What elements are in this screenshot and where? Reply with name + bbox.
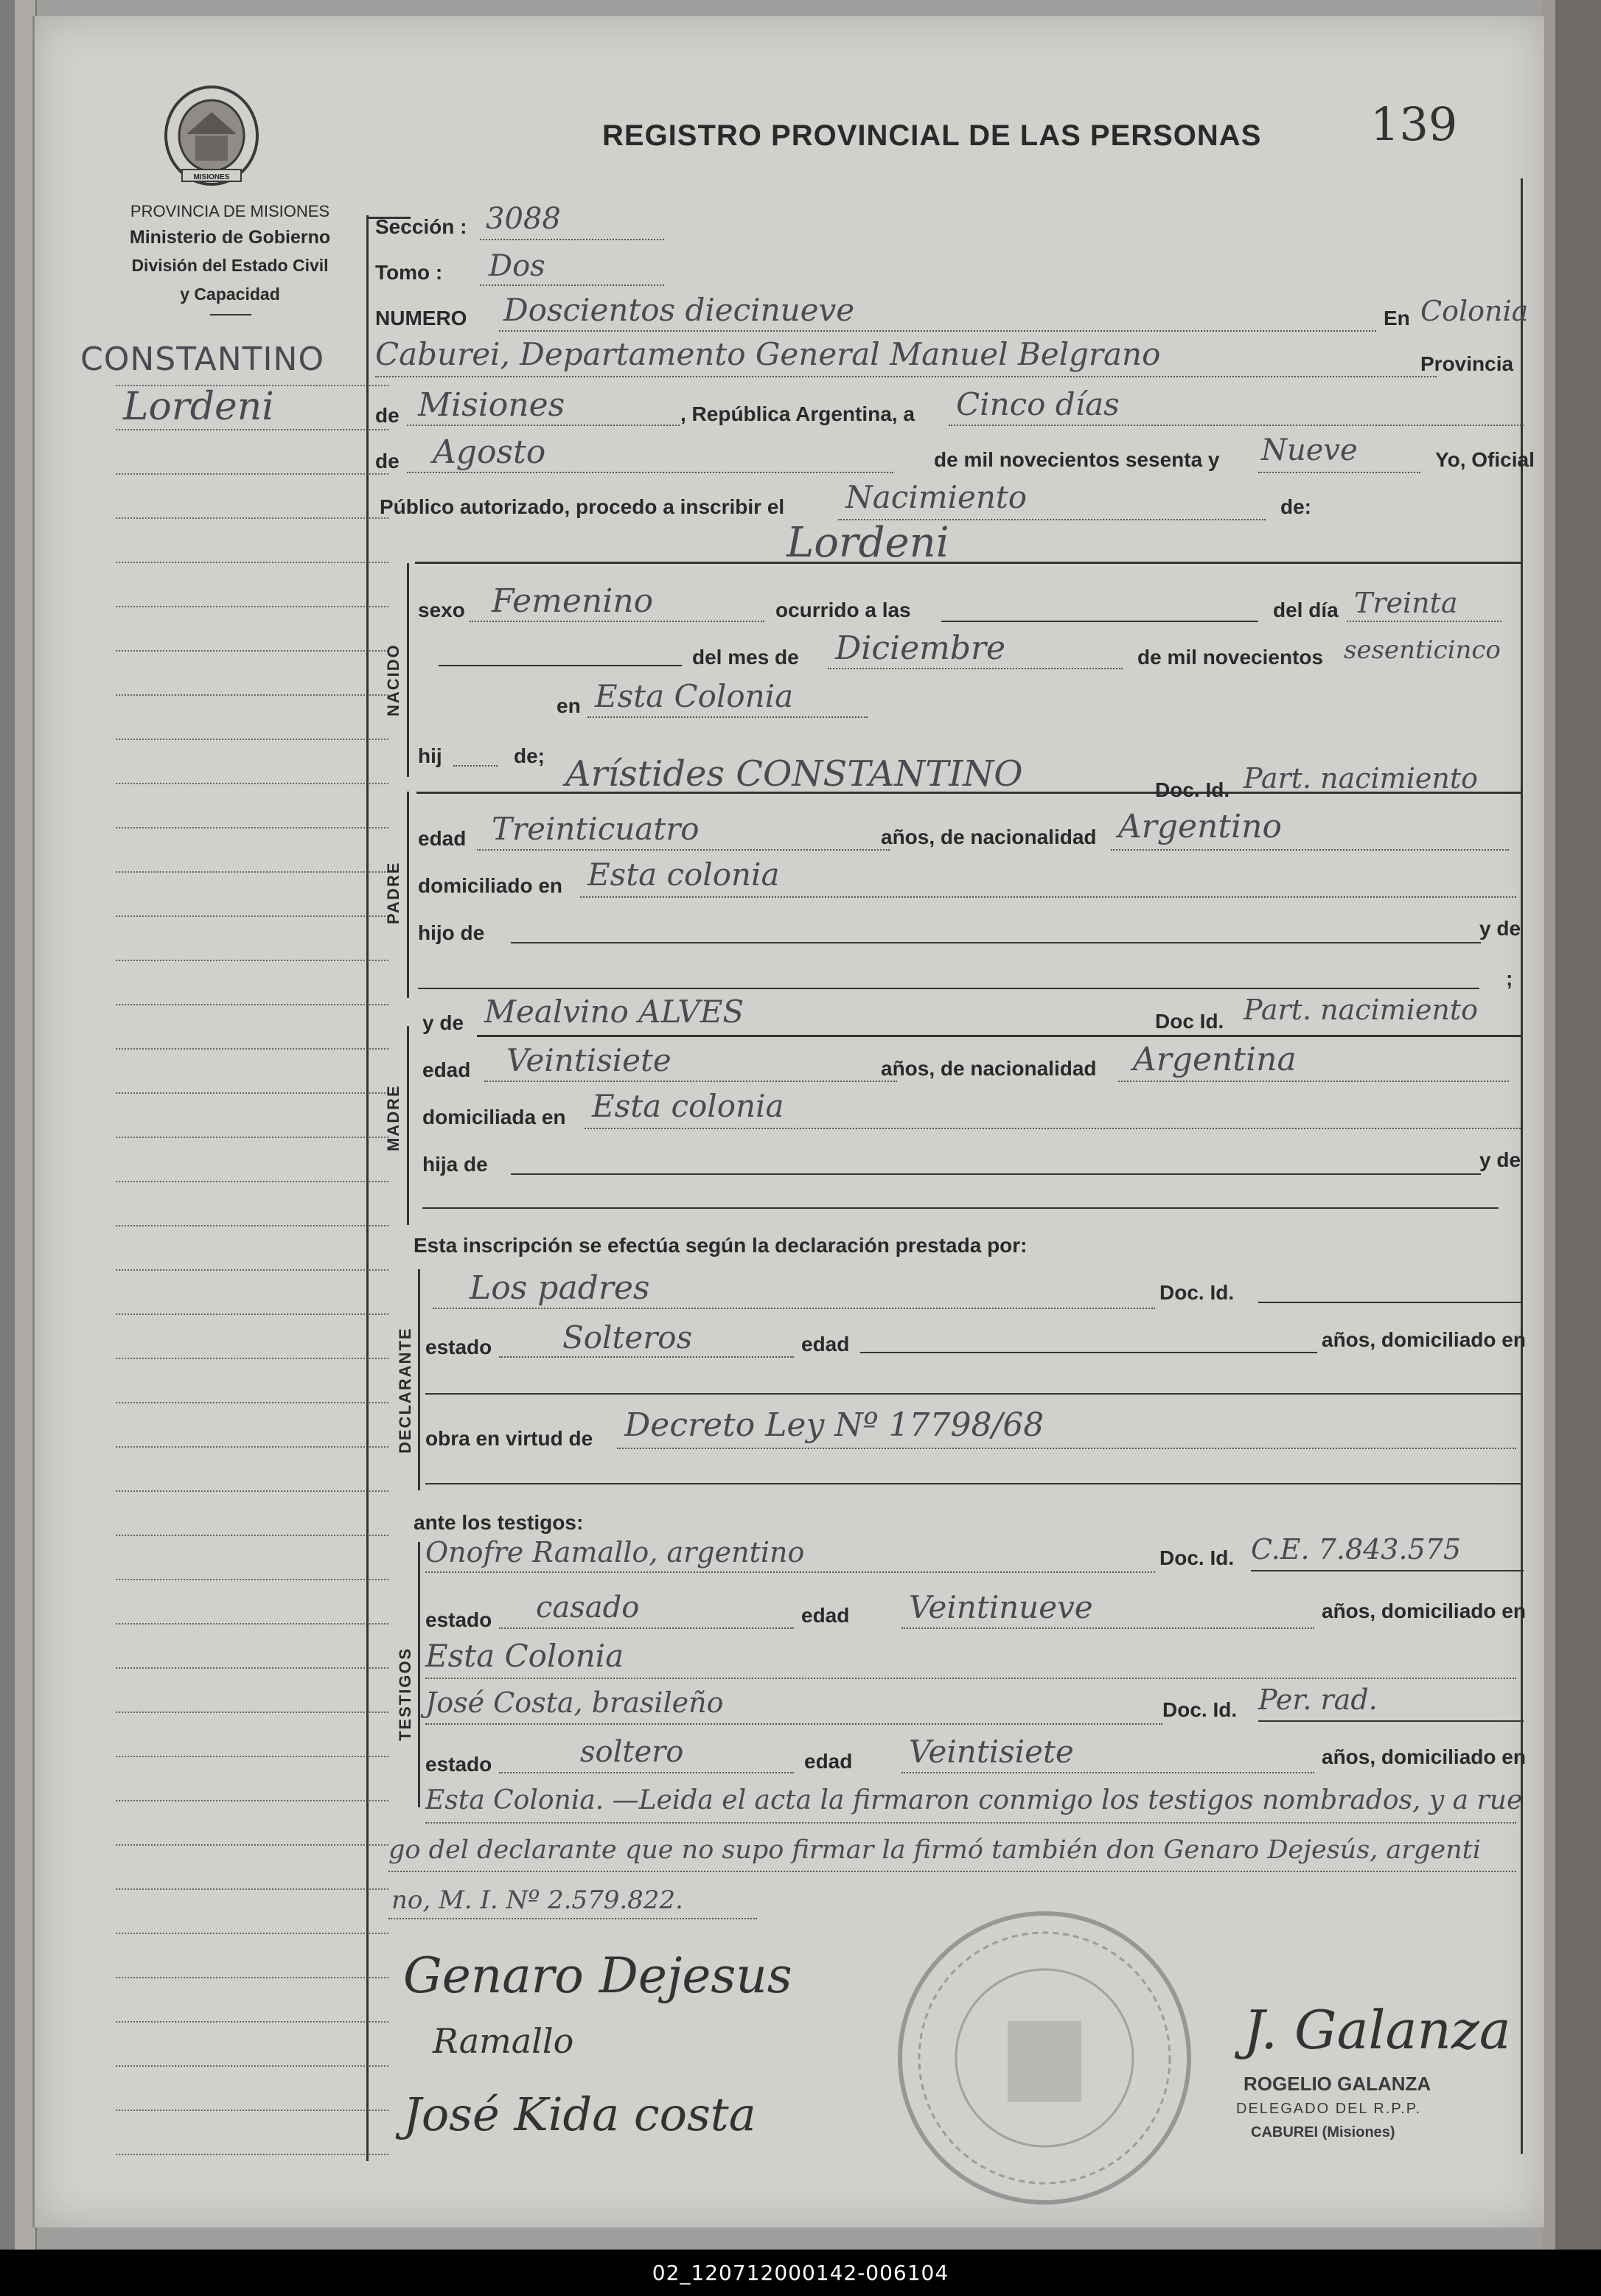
testigo1-estado-label: estado bbox=[425, 1608, 492, 1631]
declarante-estado-value: Solteros bbox=[562, 1319, 693, 1355]
obra-label: obra en virtud de bbox=[425, 1427, 593, 1450]
margin-surname: CONSTANTINO bbox=[80, 341, 325, 378]
madre-dom-value: Esta colonia bbox=[592, 1088, 784, 1124]
testigos-intro: ante los testigos: bbox=[414, 1511, 584, 1534]
republica-label: , República Argentina, a bbox=[680, 402, 915, 425]
padre-edad-value: Treinticuatro bbox=[492, 811, 700, 847]
testigo1-dom-value: Esta Colonia bbox=[425, 1638, 624, 1674]
madre-nombre-value: Mealvino ALVES bbox=[484, 994, 744, 1030]
testigo2-estado-value: soltero bbox=[580, 1735, 684, 1769]
testigo2-estado-label: estado bbox=[425, 1753, 492, 1776]
padre-doc-label: Doc. Id. bbox=[1155, 778, 1230, 801]
provincia-value: Misiones bbox=[418, 386, 565, 424]
anio-value: Nueve bbox=[1261, 433, 1358, 467]
mes-label: del mes de bbox=[692, 646, 799, 669]
en-label: En bbox=[1384, 307, 1410, 329]
madre-dom-label: domiciliada en bbox=[422, 1106, 566, 1128]
ocurrido-label: ocurrido a las bbox=[775, 599, 911, 621]
provincial-seal-icon bbox=[160, 83, 263, 193]
provincia-label: Provincia bbox=[1420, 352, 1514, 375]
closing-line-3: no, M. I. Nº 2.579.822. bbox=[391, 1885, 683, 1915]
nacido-anio-value: sesenticinco bbox=[1344, 635, 1501, 665]
testigo2-dom-label: años, domiciliado en bbox=[1322, 1745, 1526, 1768]
testigo1-doc-value: C.E. 7.843.575 bbox=[1251, 1533, 1462, 1566]
nombre-value: Lordeni bbox=[786, 519, 949, 567]
numero-label: NUMERO bbox=[375, 307, 467, 329]
padre-nac-value: Argentino bbox=[1118, 808, 1282, 845]
padre-nombre-value: Arístides CONSTANTINO bbox=[565, 753, 1023, 795]
madre-edad-value: Veintisiete bbox=[506, 1042, 672, 1078]
page-title: REGISTRO PROVINCIAL DE LAS PERSONAS bbox=[602, 119, 1262, 152]
sexo-label: sexo bbox=[418, 599, 465, 621]
obra-value: Decreto Ley Nº 17798/68 bbox=[624, 1406, 1044, 1444]
padre-nac-label: años, de nacionalidad bbox=[881, 826, 1097, 848]
testigo1-doc-label: Doc. Id. bbox=[1159, 1546, 1235, 1569]
testigo2-edad-label: edad bbox=[804, 1750, 853, 1773]
scan-caption: 02_120712000142-006104 bbox=[0, 2250, 1601, 2296]
officer-name: ROGELIO GALANZA bbox=[1244, 2073, 1431, 2095]
declarante-doc-label: Doc. Id. bbox=[1159, 1281, 1235, 1304]
padre-edad-label: edad bbox=[418, 827, 467, 850]
de-label-2: de bbox=[375, 450, 400, 472]
padre-hijo-label: hijo de bbox=[418, 921, 485, 944]
testigo2-doc-value: Per. rad. bbox=[1258, 1683, 1378, 1716]
publico-label: Público autorizado, procedo a inscribir el bbox=[380, 495, 785, 518]
declarante-nombre-value: Los padres bbox=[470, 1269, 650, 1307]
official-stamp-icon bbox=[890, 1903, 1199, 2213]
office-line-2: Ministerio de Gobierno bbox=[129, 227, 331, 248]
padre-dom-label: domiciliado en bbox=[418, 874, 563, 897]
nacido-anio-label: de mil novecientos bbox=[1137, 646, 1324, 669]
section-madre: MADRE bbox=[384, 1084, 402, 1151]
signature-officer: J. Galanza bbox=[1244, 1999, 1511, 2061]
margin-divider bbox=[366, 215, 369, 2161]
de2-label: de: bbox=[1280, 495, 1311, 518]
madre-y-de2-label: y de bbox=[1479, 1148, 1521, 1171]
previous-page-edge bbox=[0, 0, 35, 2250]
testigo1-dom-label: años, domiciliado en bbox=[1322, 1599, 1526, 1622]
madre-doc-label: Doc Id. bbox=[1155, 1010, 1224, 1033]
seccion-value: 3088 bbox=[486, 202, 561, 236]
book-spine bbox=[1542, 0, 1601, 2250]
nacido-mes-value: Diciembre bbox=[835, 629, 1006, 667]
right-frame bbox=[1521, 178, 1523, 2154]
oficial-label: Yo, Oficial bbox=[1435, 448, 1535, 471]
numero-value: Doscientos diecinueve bbox=[503, 292, 855, 328]
madre-nac-value: Argentina bbox=[1133, 1041, 1297, 1078]
madre-nac-label: años, de nacionalidad bbox=[881, 1057, 1097, 1080]
de-label: de bbox=[375, 404, 400, 427]
section-testigos: TESTIGOS bbox=[396, 1647, 414, 1741]
place-value: Caburei, Departamento General Manuel Belgrano bbox=[375, 336, 1161, 372]
page-number: 139 bbox=[1370, 97, 1458, 151]
testigo1-edad-label: edad bbox=[801, 1604, 850, 1627]
office-line-1: PROVINCIA DE MISIONES bbox=[130, 202, 330, 220]
padre-doc-value: Part. nacimiento bbox=[1244, 762, 1478, 795]
seccion-label: Sección : bbox=[375, 215, 467, 238]
officer-place: CABUREI (Misiones) bbox=[1251, 2124, 1395, 2140]
padre-dom-value: Esta colonia bbox=[587, 856, 780, 893]
testigo1-estado-value: casado bbox=[536, 1591, 640, 1625]
closing-line-1: Esta Colonia. —Leida el acta la firmaron conmigo los testigos nombrados, y a rue bbox=[425, 1785, 1523, 1815]
section-padre: PADRE bbox=[384, 861, 402, 924]
declarante-estado-label: estado bbox=[425, 1336, 492, 1358]
testigo2-edad-value: Veintisiete bbox=[909, 1734, 1074, 1770]
testigo2-nombre: José Costa, brasileño bbox=[425, 1686, 724, 1719]
tomo-value: Dos bbox=[489, 249, 545, 283]
declarante-intro: Esta inscripción se efectúa según la declaración prestada por: bbox=[414, 1234, 1028, 1257]
signature-costa: José Kida costa bbox=[403, 2087, 756, 2141]
en-value: Colonia bbox=[1420, 295, 1529, 327]
tomo-label: Tomo : bbox=[375, 261, 443, 284]
testigo1-edad-value: Veintinueve bbox=[909, 1589, 1093, 1625]
closing-line-2: go del declarante que no supo firmar la firmó también don Genaro Dejesús, argenti bbox=[388, 1835, 1481, 1865]
madre-edad-label: edad bbox=[422, 1058, 471, 1081]
signature-ramallo: Ramallo bbox=[433, 2021, 574, 2061]
acto-value: Nacimiento bbox=[845, 479, 1028, 515]
signature-dejesus: Genaro Dejesus bbox=[403, 1947, 792, 2004]
nacido-en-value: Esta Colonia bbox=[595, 678, 794, 714]
office-line-3: División del Estado Civil bbox=[131, 256, 329, 275]
dia-label: del día bbox=[1273, 599, 1339, 621]
nacido-dia-value: Treinta bbox=[1354, 587, 1458, 619]
section-declarante: DECLARANTE bbox=[396, 1327, 414, 1454]
nacido-en-label: en bbox=[557, 694, 581, 717]
padre-y-de-label: y de bbox=[1479, 917, 1521, 940]
sexo-value: Femenino bbox=[492, 582, 654, 620]
madre-hija-label: hija de bbox=[422, 1153, 488, 1176]
declarante-dom-label: años, domiciliado en bbox=[1322, 1328, 1526, 1351]
register-page bbox=[32, 16, 1544, 2227]
hij-de-label: de; bbox=[514, 744, 545, 767]
margin-given-name: Lordeni bbox=[123, 385, 274, 429]
padre-semicolon: ; bbox=[1506, 967, 1513, 990]
office-line-4: y Capacidad bbox=[180, 285, 280, 304]
mes-value: Agosto bbox=[433, 433, 546, 471]
seal-label: MISIONES bbox=[193, 173, 230, 181]
madre-y-de-label: y de bbox=[422, 1011, 464, 1034]
officer-title: DELEGADO DEL R.P.P. bbox=[1236, 2101, 1422, 2117]
testigo2-doc-label: Doc. Id. bbox=[1162, 1698, 1238, 1721]
testigo1-nombre: Onofre Ramallo, argentino bbox=[425, 1536, 805, 1569]
madre-doc-value: Part. nacimiento bbox=[1244, 994, 1478, 1026]
hij-label: hij bbox=[418, 744, 442, 767]
anio-label: de mil novecientos sesenta y bbox=[934, 448, 1220, 471]
declarante-edad-label: edad bbox=[801, 1333, 850, 1355]
dia-value: Cinco días bbox=[956, 386, 1120, 422]
section-nacido: NACIDO bbox=[384, 643, 402, 716]
